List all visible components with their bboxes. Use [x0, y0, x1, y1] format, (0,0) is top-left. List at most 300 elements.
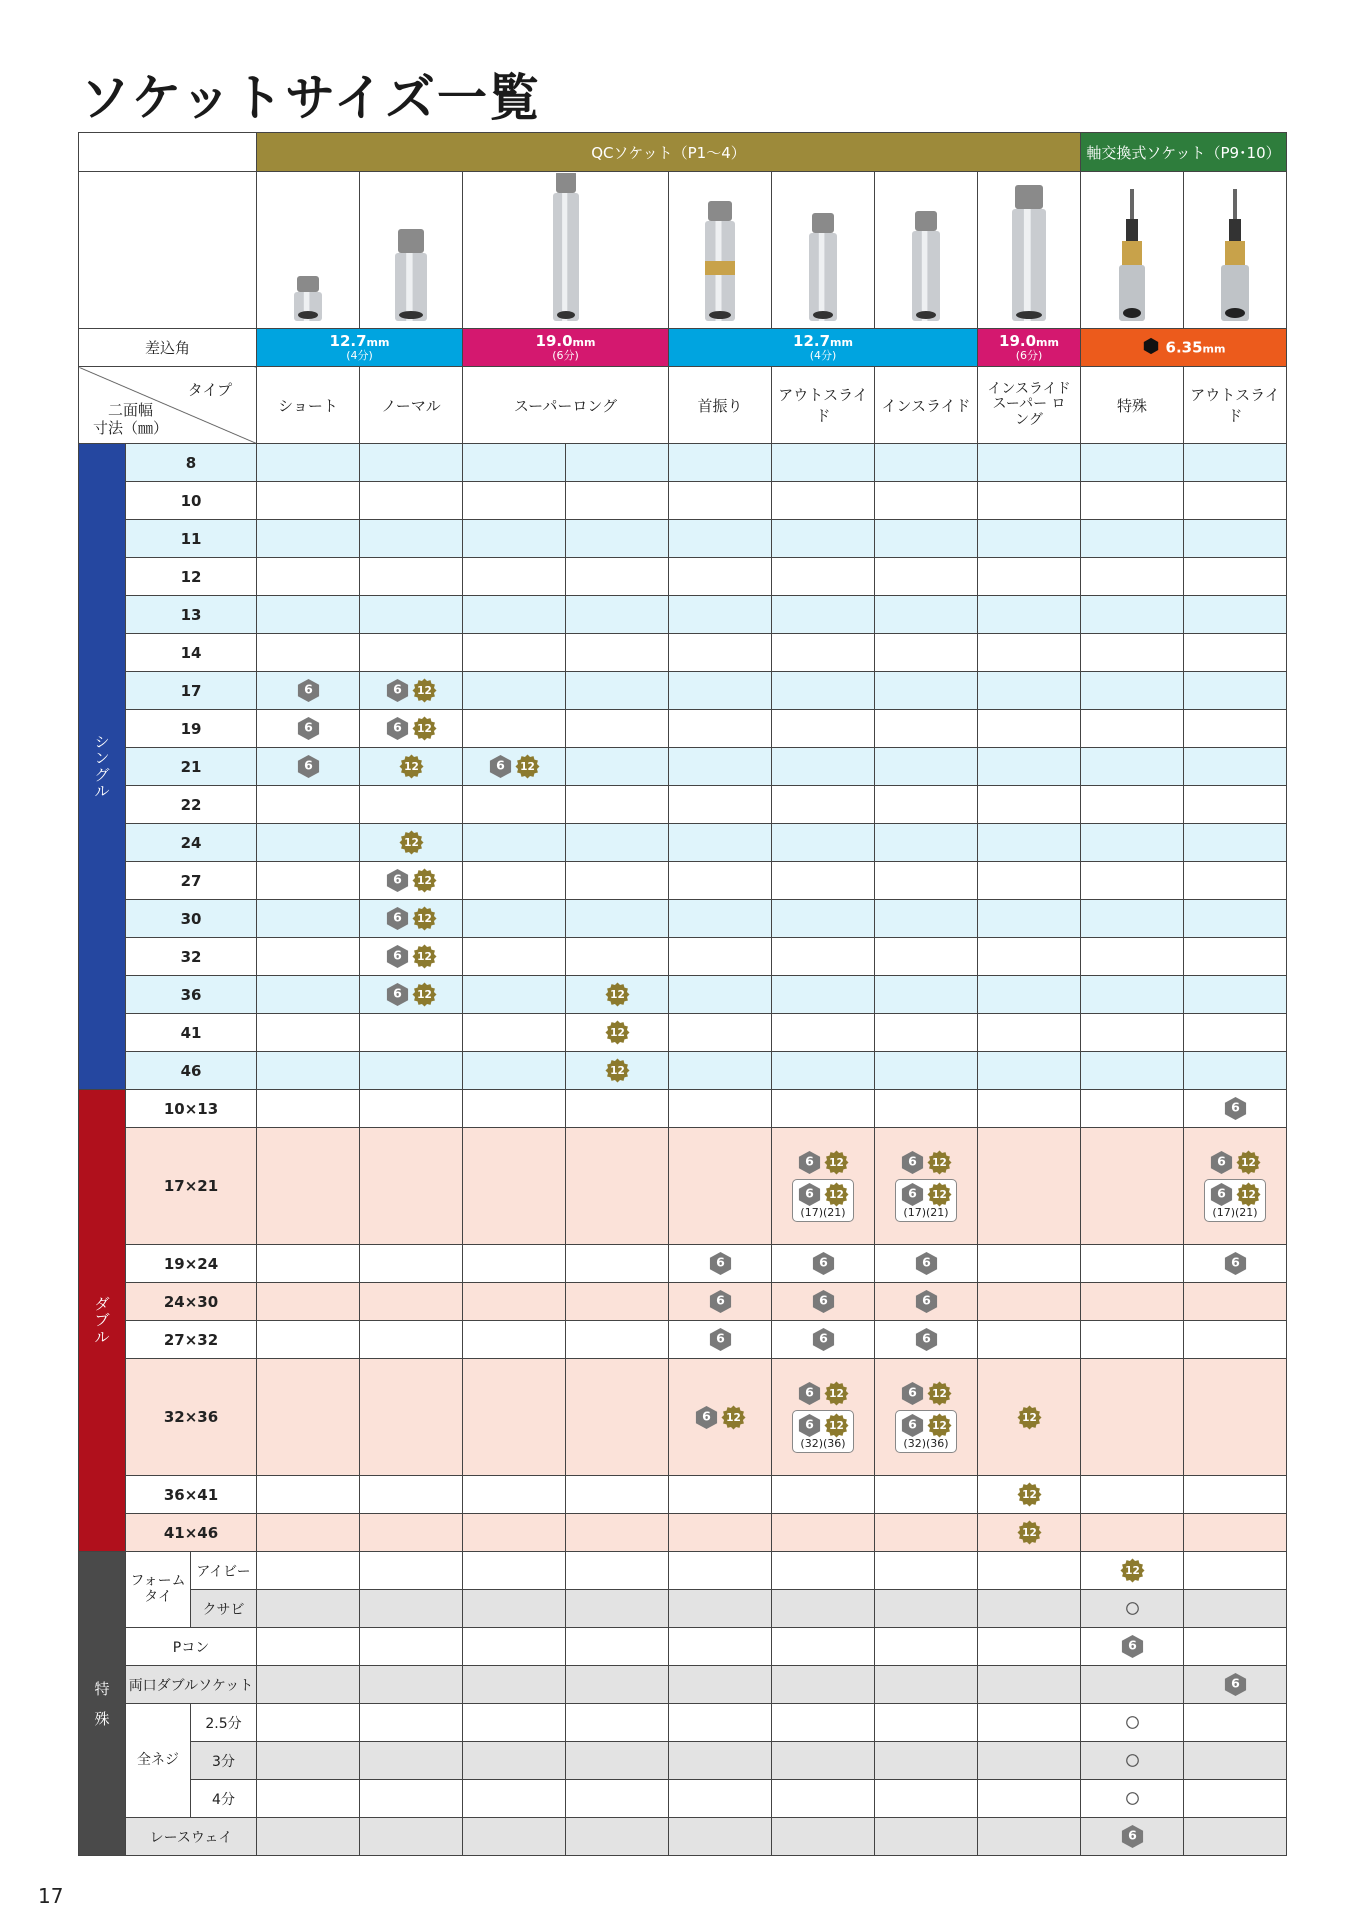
availability-cell: [978, 1590, 1081, 1628]
availability-cell: [669, 710, 772, 748]
size-cell: 8: [126, 444, 257, 482]
socket-photo: [669, 172, 772, 329]
availability-cell: [772, 1514, 875, 1552]
type-size-corner: [79, 367, 257, 444]
type-in-slide: インスライド: [875, 367, 978, 444]
availability-cell: [978, 1514, 1081, 1552]
availability-cell: [566, 520, 669, 558]
availability-cell: [875, 1128, 978, 1245]
availability-cell: [257, 1283, 360, 1321]
drive-value: 19.0: [999, 331, 1037, 350]
socket-image: [381, 173, 441, 323]
special-item-label: 2.5分: [191, 1704, 257, 1742]
availability-cell: [1081, 1321, 1184, 1359]
12-point-icon: [824, 1150, 849, 1175]
12-point-icon: [824, 1413, 849, 1438]
drive-unit: mm: [830, 335, 853, 349]
availability-cell: [257, 1245, 360, 1283]
header-bit-socket: 軸交換式ソケット（P9･10）: [1081, 133, 1287, 172]
availability-cell: [360, 1704, 463, 1742]
special-item-label: クサビ: [191, 1590, 257, 1628]
6-point-hex-icon: [708, 1289, 733, 1314]
availability-cell: [1081, 1628, 1184, 1666]
availability-cell: [1184, 482, 1287, 520]
socket-image: [999, 173, 1059, 323]
availability-cell: [566, 1552, 669, 1590]
special-subgroup-label: フォーム タイ: [126, 1552, 191, 1628]
availability-cell: [566, 1476, 669, 1514]
availability-cell: [360, 976, 463, 1014]
availability-cell: [360, 596, 463, 634]
availability-cell: [772, 900, 875, 938]
availability-cell: [978, 862, 1081, 900]
availability-cell: [257, 1359, 360, 1476]
size-label-line1: 二面幅: [108, 401, 154, 419]
availability-cell: [1081, 596, 1184, 634]
size-cell: 27×32: [126, 1321, 257, 1359]
availability-cell: [566, 1742, 669, 1780]
icon-group: [257, 754, 359, 779]
svg-text:6: 6: [818, 1330, 828, 1346]
availability-cell: [257, 1590, 360, 1628]
availability-cell: [463, 824, 566, 862]
paired-size-box: [792, 1179, 854, 1221]
availability-cell: [463, 938, 566, 976]
availability-cell: [463, 1704, 566, 1742]
availability-cell: [875, 634, 978, 672]
6-point-hex-icon: [900, 1381, 925, 1406]
availability-cell: [257, 1628, 360, 1666]
icon-group: [360, 830, 462, 855]
icon-group: [1184, 1150, 1286, 1175]
svg-text:6: 6: [921, 1254, 931, 1270]
availability-cell: [772, 862, 875, 900]
drive-label: 差込角: [79, 329, 257, 367]
availability-cell: [669, 1052, 772, 1090]
availability-cell: [978, 1321, 1081, 1359]
availability-cell: [875, 1321, 978, 1359]
6-point-hex-icon: [296, 716, 321, 741]
availability-cell: [1184, 1128, 1287, 1245]
availability-cell: [1081, 558, 1184, 596]
availability-cell: [772, 634, 875, 672]
socket-photo: [257, 172, 360, 329]
svg-text:6: 6: [908, 1384, 917, 1400]
special-item-label: 4分: [191, 1780, 257, 1818]
12-point-icon: [412, 716, 437, 741]
availability-cell: [669, 1514, 772, 1552]
drive-sub: (6分): [552, 348, 579, 362]
icon-group: [669, 1327, 771, 1352]
availability-cell: [1184, 1628, 1287, 1666]
availability-cell: [1184, 900, 1287, 938]
availability-cell: [875, 900, 978, 938]
availability-cell: [566, 482, 669, 520]
12-point-icon: [515, 754, 540, 779]
circle-icon: [1120, 1748, 1145, 1773]
svg-text:12: 12: [417, 874, 432, 887]
type-special: 特殊: [1081, 367, 1184, 444]
availability-cell: [566, 1628, 669, 1666]
availability-cell: [772, 1321, 875, 1359]
corner-cell: [79, 133, 257, 172]
availability-cell: [463, 1514, 566, 1552]
6-point-hex-icon: [708, 1327, 733, 1352]
availability-cell: [1081, 1780, 1184, 1818]
availability-cell: [669, 1283, 772, 1321]
availability-cell: [772, 824, 875, 862]
availability-cell: [257, 976, 360, 1014]
availability-cell: [772, 482, 875, 520]
availability-cell: [463, 1245, 566, 1283]
icon-group: [566, 1058, 668, 1083]
circle-icon: [1120, 1596, 1145, 1621]
availability-cell: [772, 1590, 875, 1628]
size-cell: 10: [126, 482, 257, 520]
size-cell: 46: [126, 1052, 257, 1090]
availability-cell: [978, 1628, 1081, 1666]
availability-cell: [978, 1742, 1081, 1780]
icon-group: [360, 982, 462, 1007]
availability-cell: [1081, 1014, 1184, 1052]
icon-group: [669, 1289, 771, 1314]
availability-cell: [1184, 1704, 1287, 1742]
svg-text:12: 12: [1241, 1189, 1256, 1202]
availability-cell: [360, 1014, 463, 1052]
availability-cell: [566, 1359, 669, 1476]
availability-cell: [360, 1476, 463, 1514]
availability-cell: [669, 862, 772, 900]
availability-cell: [772, 1742, 875, 1780]
availability-cell: [875, 596, 978, 634]
availability-cell: [772, 672, 875, 710]
availability-cell: [772, 1283, 875, 1321]
availability-cell: [566, 1666, 669, 1704]
svg-text:12: 12: [417, 684, 432, 697]
availability-cell: [257, 862, 360, 900]
12-point-icon: [412, 906, 437, 931]
availability-cell: [875, 710, 978, 748]
availability-cell: [566, 1704, 669, 1742]
6-point-hex-icon: [914, 1289, 939, 1314]
availability-cell: [463, 786, 566, 824]
svg-text:6: 6: [1230, 1254, 1240, 1270]
12-point-icon: [605, 1058, 630, 1083]
6-point-hex-icon: [811, 1251, 836, 1276]
12-point-icon: [927, 1413, 952, 1438]
availability-cell: [978, 558, 1081, 596]
availability-cell: [257, 1090, 360, 1128]
icon-group: [978, 1520, 1080, 1545]
12-point-icon: [412, 678, 437, 703]
icon-group: [360, 906, 462, 931]
12-point-icon: [412, 982, 437, 1007]
svg-text:12: 12: [609, 1026, 625, 1039]
size-cell: 22: [126, 786, 257, 824]
availability-cell: [1081, 1128, 1184, 1245]
12-point-icon: [412, 944, 437, 969]
availability-cell: [1081, 938, 1184, 976]
availability-cell: [360, 1090, 463, 1128]
availability-cell: [978, 1780, 1081, 1818]
socket-image: [1205, 173, 1265, 323]
availability-cell: [463, 1128, 566, 1245]
availability-cell: [360, 862, 463, 900]
availability-cell: [1081, 862, 1184, 900]
availability-cell: [1184, 1780, 1287, 1818]
6-point-hex-icon: [914, 1327, 939, 1352]
icon-group: [566, 982, 668, 1007]
availability-cell: [772, 558, 875, 596]
icon-group: [1184, 1096, 1286, 1121]
availability-cell: [669, 1245, 772, 1283]
availability-cell: [566, 1090, 669, 1128]
size-cell: 14: [126, 634, 257, 672]
drive-value: 12.7: [793, 331, 831, 350]
availability-cell: [360, 1359, 463, 1476]
availability-cell: [875, 1818, 978, 1856]
availability-cell: [1081, 1245, 1184, 1283]
availability-cell: [360, 824, 463, 862]
svg-text:6: 6: [818, 1292, 828, 1308]
availability-cell: [463, 1590, 566, 1628]
12-point-icon: [605, 1020, 630, 1045]
availability-cell: [257, 520, 360, 558]
availability-cell: [978, 1014, 1081, 1052]
6-point-hex-icon: [811, 1289, 836, 1314]
availability-cell: [463, 1780, 566, 1818]
availability-cell: [978, 482, 1081, 520]
icon-group: [875, 1289, 977, 1314]
availability-cell: [566, 1245, 669, 1283]
drive-unit: mm: [572, 335, 596, 349]
availability-cell: [875, 558, 978, 596]
availability-cell: [463, 558, 566, 596]
availability-cell: [1184, 976, 1287, 1014]
availability-cell: [978, 1283, 1081, 1321]
socket-photo: [1081, 172, 1184, 329]
socket-photo: [978, 172, 1081, 329]
svg-text:6: 6: [921, 1292, 931, 1308]
availability-cell: [463, 1666, 566, 1704]
availability-cell: [566, 1052, 669, 1090]
availability-cell: [463, 634, 566, 672]
availability-cell: [875, 444, 978, 482]
availability-cell: [669, 1742, 772, 1780]
availability-cell: [360, 672, 463, 710]
availability-cell: [463, 482, 566, 520]
svg-text:6: 6: [1127, 1827, 1137, 1843]
availability-cell: [1184, 938, 1287, 976]
icon-group: [875, 1150, 977, 1175]
availability-cell: [1184, 558, 1287, 596]
availability-cell: [360, 1283, 463, 1321]
availability-cell: [360, 1552, 463, 1590]
availability-cell: [257, 1514, 360, 1552]
svg-text:6: 6: [921, 1330, 931, 1346]
socket-photo: [772, 172, 875, 329]
availability-cell: [978, 1245, 1081, 1283]
drive-sub: (4分): [346, 348, 373, 362]
availability-cell: [772, 786, 875, 824]
svg-text:6: 6: [393, 985, 402, 1001]
12-point-icon: [1017, 1482, 1042, 1507]
svg-text:12: 12: [417, 722, 432, 735]
availability-cell: [669, 1628, 772, 1666]
availability-cell: [669, 748, 772, 786]
availability-cell: [1184, 596, 1287, 634]
availability-cell: [978, 520, 1081, 558]
availability-cell: [669, 1090, 772, 1128]
paired-size-label: (17)(21): [903, 1206, 949, 1220]
availability-cell: [257, 786, 360, 824]
availability-cell: [978, 1818, 1081, 1856]
size-label-line2: 寸法（㎜）: [93, 419, 169, 437]
availability-cell: [360, 1514, 463, 1552]
icon-group: [978, 1482, 1080, 1507]
availability-cell: [463, 1283, 566, 1321]
availability-cell: [257, 1666, 360, 1704]
availability-cell: [257, 558, 360, 596]
icon-group: [360, 754, 462, 779]
size-cell: 19: [126, 710, 257, 748]
availability-cell: [669, 938, 772, 976]
availability-cell: [360, 520, 463, 558]
svg-text:6: 6: [303, 757, 313, 773]
svg-text:12: 12: [417, 988, 432, 1001]
availability-cell: [875, 748, 978, 786]
6-point-hex-icon: [797, 1150, 822, 1175]
availability-cell: [978, 900, 1081, 938]
availability-cell: [463, 1052, 566, 1090]
svg-text:6: 6: [1217, 1185, 1226, 1201]
availability-cell: [978, 444, 1081, 482]
availability-cell: [772, 976, 875, 1014]
availability-cell: [772, 596, 875, 634]
availability-cell: [669, 1128, 772, 1245]
socket-size-table: [78, 132, 1287, 1856]
availability-cell: [1081, 520, 1184, 558]
availability-cell: [875, 1704, 978, 1742]
size-cell: 17×21: [126, 1128, 257, 1245]
availability-cell: [1184, 1359, 1287, 1476]
availability-cell: [1081, 1704, 1184, 1742]
6-point-hex-icon: [488, 754, 513, 779]
availability-cell: [566, 824, 669, 862]
availability-cell: [772, 1245, 875, 1283]
special-item-label: 両口ダブルソケット: [126, 1666, 257, 1704]
socket-image: [1102, 173, 1162, 323]
availability-cell: [1081, 976, 1184, 1014]
availability-cell: [772, 1818, 875, 1856]
availability-cell: [772, 938, 875, 976]
group-label-text: 特殊: [94, 1679, 110, 1728]
icon-group: [772, 1381, 874, 1406]
6-point-hex-icon: [1223, 1672, 1248, 1697]
availability-cell: [1081, 1818, 1184, 1856]
availability-cell: [978, 1128, 1081, 1245]
availability-cell: [566, 1590, 669, 1628]
availability-cell: [875, 1283, 978, 1321]
size-cell: 32×36: [126, 1359, 257, 1476]
6-point-hex-icon: [296, 678, 321, 703]
availability-cell: [875, 1552, 978, 1590]
socket-photo: [875, 172, 978, 329]
availability-cell: [566, 1014, 669, 1052]
availability-cell: [978, 1704, 1081, 1742]
availability-cell: [669, 444, 772, 482]
availability-cell: [257, 938, 360, 976]
svg-text:12: 12: [829, 1420, 844, 1433]
12-point-icon: [605, 982, 630, 1007]
svg-text:6: 6: [805, 1416, 814, 1432]
availability-cell: [1184, 1514, 1287, 1552]
icon-group: [772, 1327, 874, 1352]
availability-cell: [360, 1245, 463, 1283]
svg-text:6: 6: [715, 1330, 725, 1346]
availability-cell: [360, 1590, 463, 1628]
svg-text:6: 6: [393, 947, 402, 963]
availability-cell: [566, 976, 669, 1014]
12-point-icon: [412, 868, 437, 893]
availability-cell: [772, 1090, 875, 1128]
svg-text:12: 12: [1124, 1564, 1140, 1577]
6-point-hex-icon: [797, 1381, 822, 1406]
drive-value: 12.7: [329, 331, 367, 350]
icon-group: [360, 716, 462, 741]
availability-cell: [257, 710, 360, 748]
availability-cell: [360, 1780, 463, 1818]
availability-cell: [566, 558, 669, 596]
availability-cell: [875, 520, 978, 558]
drive-value: 6.35: [1165, 338, 1203, 356]
group-label-single: [79, 444, 126, 1090]
availability-cell: [463, 672, 566, 710]
availability-cell: [257, 1128, 360, 1245]
availability-cell: [772, 1052, 875, 1090]
size-cell: 24×30: [126, 1283, 257, 1321]
availability-cell: [1081, 824, 1184, 862]
availability-cell: [772, 1666, 875, 1704]
availability-cell: [669, 1359, 772, 1476]
size-cell: 24: [126, 824, 257, 862]
svg-text:12: 12: [403, 760, 419, 773]
availability-cell: [1081, 1052, 1184, 1090]
availability-cell: [1081, 1090, 1184, 1128]
svg-text:6: 6: [393, 909, 402, 925]
availability-cell: [1081, 1359, 1184, 1476]
availability-cell: [1184, 1666, 1287, 1704]
icon-group: [875, 1327, 977, 1352]
special-item-label: Pコン: [126, 1628, 257, 1666]
paired-size-label: (32)(36): [800, 1437, 846, 1451]
availability-cell: [1081, 672, 1184, 710]
availability-cell: [1184, 520, 1287, 558]
special-item-label: レースウェイ: [126, 1818, 257, 1856]
availability-cell: [1184, 1552, 1287, 1590]
svg-text:12: 12: [829, 1189, 844, 1202]
6-point-hex-icon: [1120, 1824, 1145, 1849]
drive-sub: (4分): [809, 348, 837, 362]
availability-cell: [566, 786, 669, 824]
availability-cell: [566, 710, 669, 748]
availability-cell: [257, 672, 360, 710]
photo-label-cell: [79, 172, 257, 329]
availability-cell: [463, 1359, 566, 1476]
availability-cell: [360, 748, 463, 786]
availability-cell: [1184, 786, 1287, 824]
special-subgroup-label: 全ネジ: [126, 1704, 191, 1818]
